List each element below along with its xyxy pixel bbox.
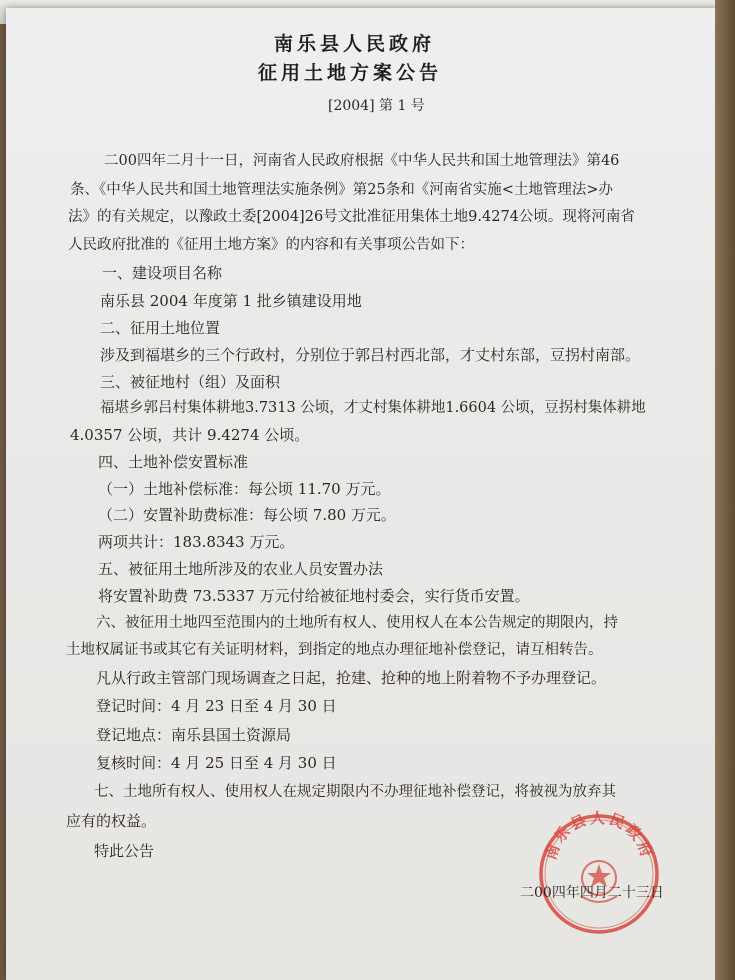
section-4-heading: 四、土地补偿安置标准: [98, 453, 249, 471]
document-number: [2004] 第 1 号: [328, 98, 425, 114]
registration-place: 登记地点：南乐县国土资源局: [96, 726, 292, 744]
section-4-total: 两项共计：183.8343 万元。: [98, 533, 295, 551]
section-2-text: 涉及到福堪乡的三个行政村，分别位于郭吕村西北部，才丈村东部，豆拐村南部。: [100, 346, 641, 364]
issuer-title: 南乐县人民政府: [274, 33, 436, 55]
section-7-line-2: 应有的权益。: [66, 812, 157, 830]
registration-time: 登记时间：4 月 23 日至 4 月 30 日: [96, 697, 337, 715]
paragraph-intro-line-1: 二00四年二月十一日，河南省人民政府根据《中华人民共和国土地管理法》第46: [104, 153, 620, 169]
section-3-line-1: 福堪乡郭吕村集体耕地3.7313 公顷，才丈村集体耕地1.6604 公顷，豆拐村集体耕地: [100, 400, 646, 416]
issue-date: 二00四年四月二十三日: [520, 885, 664, 901]
closing-phrase: 特此公告: [94, 842, 155, 860]
section-4-item-2: （二）安置补助费标准：每公顷 7.80 万元。: [98, 506, 396, 524]
section-6-line-1: 六、被征用土地四至范围内的土地所有权人、使用权人在本公告规定的期限内，持: [96, 615, 618, 631]
section-2-heading: 二、征用土地位置: [100, 319, 221, 337]
official-seal: [535, 810, 663, 938]
section-1-text: 南乐县 2004 年度第 1 批乡镇建设用地: [100, 292, 362, 310]
paragraph-intro-line-2: 条、《中华人民共和国土地管理法实施条例》第25条和《河南省实施<土地管理法>办: [70, 182, 613, 198]
paragraph-intro-line-4: 人民政府批准的《征用土地方案》的内容和有关事项公告如下：: [68, 237, 474, 253]
section-7-line-1: 七、土地所有权人、使用权人在规定期限内不办理征地补偿登记，将被视为放弃其: [94, 784, 616, 800]
section-3-heading: 三、被征地村（组）及面积: [100, 373, 281, 391]
section-3-line-2: 4.0357 公顷，共计 9.4274 公顷。: [70, 426, 310, 444]
paragraph-intro-line-3: 法》的有关规定，以豫政土委[2004]26号文批准征用集体土地9.4274公顷。现将河南省: [68, 209, 635, 225]
section-4-item-1: （一）土地补偿标准：每公顷 11.70 万元。: [98, 480, 391, 498]
section-5-heading: 五、被征用土地所涉及的农业人员安置办法: [98, 560, 384, 578]
section-6-line-2: 土地权属证书或其它有关证明材料，到指定的地点办理征地补偿登记，请互相转告。: [66, 642, 603, 658]
section-6-line-3: 凡从行政主管部门现场调查之日起，抢建、抢种的地上附着物不予办理登记。: [96, 669, 607, 687]
section-5-text: 将安置补助费 73.5337 万元付给被征地村委会，实行货币安置。: [98, 587, 530, 605]
notice-title: 征用土地方案公告: [258, 62, 443, 84]
section-1-heading: 一、建设项目名称: [102, 264, 223, 282]
svg-text:南乐县人民政府: 南乐县人民政府: [541, 810, 657, 863]
review-time: 复核时间：4 月 25 日至 4 月 30 日: [96, 754, 337, 772]
desk-edge: [715, 0, 735, 980]
